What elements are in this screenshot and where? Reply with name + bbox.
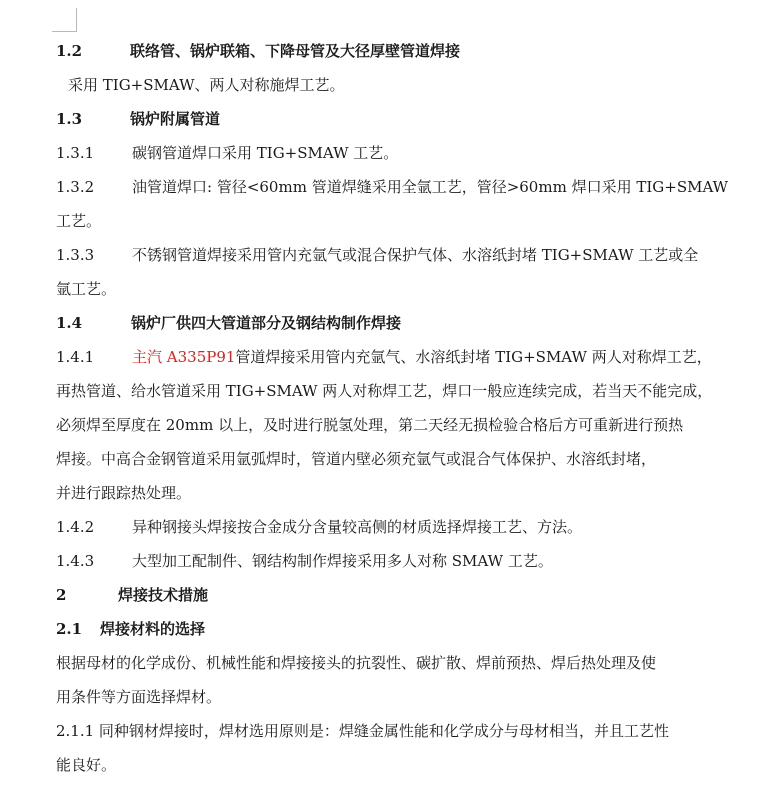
item-text: 大型加工配制件、钢结构制作焊接采用多人对称 SMAW 工艺。: [132, 552, 553, 570]
crop-mark-horizontal: [52, 31, 77, 32]
paragraph-2-1-line2: 用条件等方面选择焊材。: [56, 688, 222, 706]
item-1-3-3: [56, 238, 768, 272]
item-number: 1.3.2: [56, 178, 95, 196]
heading-2: [56, 578, 768, 612]
heading-number: 1.3: [56, 110, 83, 128]
item-text: 管道焊接采用管内充氩气、水溶纸封堵 TIG+SMAW 两人对称焊工艺，: [235, 348, 712, 366]
item-1-4-2: [56, 510, 768, 544]
item-2-1-1-cont: 能良好。: [56, 756, 117, 774]
item-1-3-3-cont: 氩工艺。: [56, 280, 117, 298]
paragraph-2-1-line1: 根据母材的化学成份、机械性能和焊接接头的抗裂性、碳扩散、焊前预热、焊后热处理及使: [56, 654, 657, 672]
item-1-3-2-cont: 工艺。: [56, 212, 102, 230]
item-text: 油管道焊口: 管径<60mm 管道焊缝采用全氩工艺，管径>60mm 焊口采用 TIG+SMAW: [132, 178, 729, 196]
heading-1-2: [56, 34, 768, 68]
item-number: 1.4.1: [56, 348, 95, 366]
item-text: 碳钢管道焊口采用 TIG+SMAW 工艺。: [132, 144, 399, 162]
heading-number: 1.4: [56, 314, 83, 332]
item-number: 1.4.2: [56, 518, 95, 536]
item-number: 1.3.3: [56, 246, 95, 264]
heading-1-4: [56, 306, 768, 340]
item-1-3-1: [56, 136, 768, 170]
item-1-4-1-line4: 焊接。中高合金钢管道采用氩弧焊时，管道内壁必须充氩气或混合气体保护、水溶纸封堵，: [56, 450, 657, 468]
heading-number: 2.1: [56, 620, 83, 638]
item-2-1-1: 2.1.1 同种钢材焊接时，焊材选用原则是：焊缝金属性能和化学成分与母材相当，并且工艺性: [56, 722, 669, 740]
item-1-4-1-line5: 并进行跟踪热处理。: [56, 484, 192, 502]
heading-title: 焊接材料的选择: [100, 620, 206, 638]
highlight-text: 主汽 A335P91: [132, 348, 236, 366]
heading-number: 1.2: [56, 42, 83, 60]
item-1-3-2: [56, 170, 768, 204]
item-1-4-1-line2: 再热管道、给水管道采用 TIG+SMAW 两人对称焊工艺，焊口一般应连续完成，若当天不能完成，: [56, 382, 713, 400]
item-number: 1.4.3: [56, 552, 95, 570]
item-number: 1.3.1: [56, 144, 95, 162]
item-1-4-1: [56, 340, 768, 374]
heading-number: 2: [56, 586, 67, 604]
heading-title: 联络管、锅炉联箱、下降母管及大径厚壁管道焊接: [130, 42, 461, 60]
item-text: 不锈钢管道焊接采用管内充氩气或混合保护气体、水溶纸封堵 TIG+SMAW 工艺或全: [132, 246, 699, 264]
heading-title: 锅炉厂供四大管道部分及钢结构制作焊接: [131, 314, 402, 332]
heading-1-3: [56, 102, 768, 136]
crop-mark-vertical: [76, 8, 77, 32]
item-1-4-3: [56, 544, 768, 578]
paragraph-1-2-body: 采用 TIG+SMAW、两人对称施焊工艺。: [68, 76, 345, 94]
item-1-4-1-line3: 必须焊至厚度在 20mm 以上，及时进行脱氢处理，第二天经无损检验合格后方可重新进行预热: [56, 416, 684, 434]
item-text: 异种钢接头焊接按合金成分含量较高侧的材质选择焊接工艺、方法。: [132, 518, 583, 536]
document-body: [56, 34, 768, 782]
heading-title: 锅炉附属管道: [130, 110, 221, 128]
heading-title: 焊接技术措施: [118, 586, 209, 604]
heading-2-1: [56, 612, 768, 646]
